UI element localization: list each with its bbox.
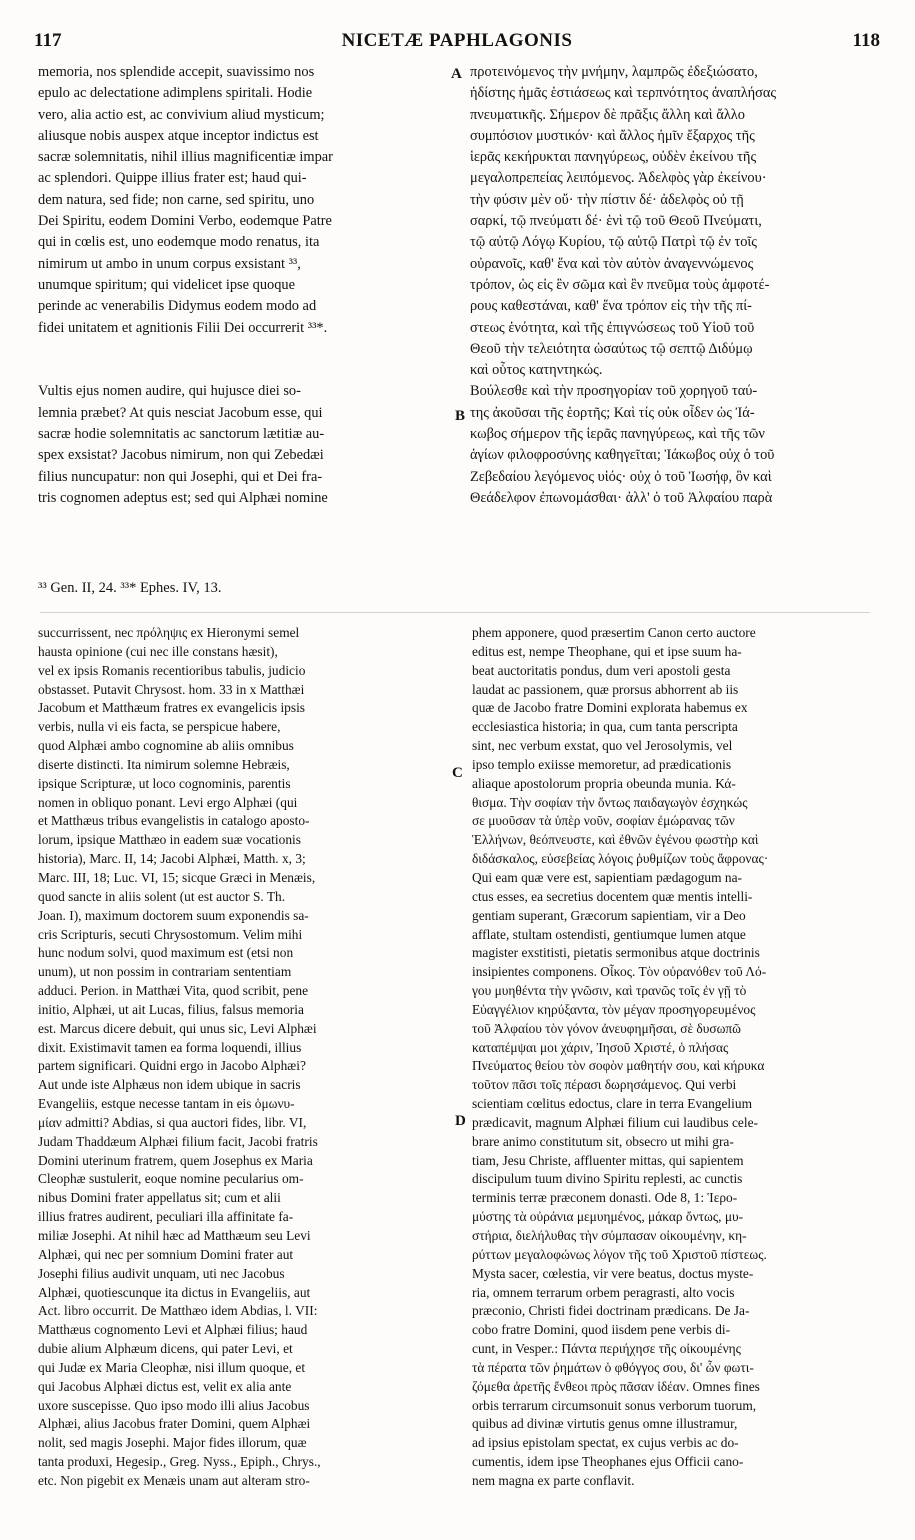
text-line: dubie alium Alphæum dicens, qui pater Levi, et <box>38 1341 293 1357</box>
text-line: beat auctoritatis pondus, dum veri apostoli gesta <box>472 662 731 678</box>
text-line: ρύττων μεγαλοφώνως λόγον τῆς τοῦ Χριστοῦ πίστεως. <box>472 1246 767 1262</box>
text-line: οὐρανοῖς, καθ' ἕνα καὶ τὸν αὐτὸν ἀναγεννώμενος <box>470 255 754 272</box>
text-line: Εὐαγγέλιον κηρύξαντα, τὸν μέγαν προσηγορευμένος <box>472 1001 756 1017</box>
page-header <box>34 30 880 56</box>
text-line: dixit. Existimavit tamen ea forma loquendi, illius <box>38 1039 302 1055</box>
footnote-divider <box>40 612 870 613</box>
margin-marker-b: B <box>455 408 466 424</box>
text-line: sacræ solemnitatis, nihil illius magnificentiæ impar <box>38 149 333 166</box>
text-line: Act. libro occurrit. De Matthæo idem Abdias, l. VII: <box>38 1303 318 1319</box>
text-line: ad ipsius epistolam spectat, ex cujus verbis ac do- <box>472 1435 739 1451</box>
lower-left-column <box>38 624 456 1491</box>
text-line: tris cognomen adeptus est; sed qui Alphæi nomine <box>38 489 328 506</box>
text-line: aliusque nobis auspex atque inceptor indictus est <box>38 127 319 144</box>
text-line: est. Marcus dicere debuit, qui unus sic, Levi Alphæi <box>38 1020 317 1036</box>
text-line: Alphæi, qui nec per somnium Domini frater aut <box>38 1246 294 1262</box>
text-line: uxore suscepisse. Quo ipso modo illi alius Jacobus <box>38 1397 310 1413</box>
text-line: illius fratres audirent, peculiari illa affinitate fa- <box>38 1209 294 1225</box>
margin-marker-a: A <box>451 66 462 82</box>
text-line: nimirum ut ambo in unum corpus exsistant ³³, <box>38 255 301 272</box>
text-line: μύστης τὰ οὐράνια μεμυημένος, μάκαρ ὄντως, μυ- <box>472 1209 744 1225</box>
text-line: quod sancte in aliis solent (ut est auctor S. Th. <box>38 888 286 904</box>
upper-left-column <box>38 62 456 509</box>
text-line: συμπόσιον μυστικόν· καὶ ἄλλος ἡμῖν ἔξαρχος τῆς <box>470 127 755 144</box>
page-number-left: 117 <box>34 30 62 51</box>
text-line: discipulum tuum divino Spiritu replesti, ac cunctis <box>472 1171 743 1187</box>
text-line: lemnia præbet? At quis nesciat Jacobum esse, qui <box>38 404 323 421</box>
text-line: initio, Alphæi, ut ait Lucas, filius, falsus memoria <box>38 1001 304 1017</box>
text-line: Vultis ejus nomen audire, qui hujusce diei so- <box>38 383 301 400</box>
text-line: πνευματικῆς. Σήμερον δὲ πρᾶξις ἄλλη καὶ ἄλλο <box>470 106 745 123</box>
text-line: Ζεβεδαίου λεγόμενος υἱός· οὐχ ὁ τοῦ Ἰωσήφ, ὃν καὶ <box>470 468 772 485</box>
text-line: aliaque apostolorum propria obeunda munia. Κά- <box>472 775 736 791</box>
text-line: ἡδίστης ἡμᾶς ἑστιάσεως καὶ τερπνότητος ἀναπλήσας <box>470 85 777 102</box>
text-line: μεγαλοπρεπείας λειπόμενος. Ἀδελφὸς γὰρ ἐκείνου· <box>470 170 767 187</box>
text-line: terminis terræ præconem donasti. Ode 8, 1: Ἱερο- <box>472 1190 738 1206</box>
text-line: gentiam superant, Græcorum sapientiam, vir a Deo <box>472 907 746 923</box>
text-line: adduci. Perion. in Matthæi Vita, quod scribit, pene <box>38 983 309 999</box>
text-line: nem magna ex parte conflavit. <box>472 1472 635 1488</box>
text-line: τοῦτον πᾶσι τοῖς πέρασι δωρησάμενος. Qui verbi <box>472 1077 737 1093</box>
text-line: Evangeliis, estque necesse tantam in eis ὁμωνυ- <box>38 1096 295 1112</box>
text-line: perinde ac venerabilis Didymus eodem modo ad <box>38 298 317 315</box>
margin-marker-d: D <box>455 1113 466 1129</box>
text-line: lorum, ipsique Matthæo in eadem suæ vocationis <box>38 832 301 848</box>
text-line: verbis, nulla vi eis facta, se perspicue habere, <box>38 719 281 735</box>
text-line: partem significari. Quidni ergo in Jacobo Alphæi? <box>38 1058 306 1074</box>
text-line: ac splendori. Quippe illius frater est; haud qui- <box>38 170 307 187</box>
text-line: Alphæi, alius Jacobus frater Domini, quem Alphæi <box>38 1416 311 1432</box>
text-line: καὶ οὗτος κατηντηκώς. <box>470 362 603 379</box>
text-line: τὴν φύσιν μὲν οὔ· τὴν πίστιν δέ· ἀδελφὸς οὐ τῇ <box>470 191 744 208</box>
text-line <box>38 339 456 360</box>
margin-marker-c: C <box>452 765 463 781</box>
text-line: et Matthæus tribus evangelistis in catalogo aposto- <box>38 813 310 829</box>
footnote: ³³ Gen. II, 24. ³³* Ephes. IV, 13. <box>38 580 222 596</box>
text-line: miliæ Josephi. At nihil hæc ad Matthæum seu Levi <box>38 1228 311 1243</box>
text-line: epulo ac delectatione adimplens spiritali. Hodie <box>38 85 313 102</box>
text-line: Judam Thaddæum Alphæi filium facit, Jacobi fratris <box>38 1133 318 1149</box>
text-line: σε μυοῦσαν τὰ ὑπὲρ νοῦν, σοφίαν ἐμώρανας τῶν <box>472 813 735 829</box>
text-line: unumque spiritum; qui videlicet ipse quoque <box>38 276 295 293</box>
text-line: qui in cœlis est, uno eodemque modo renatus, ita <box>38 234 320 251</box>
text-line: afflate, stultam ostendisti, gentiumque lumen atque <box>472 926 746 942</box>
text-line: cumentis, idem ipse Theophanes ejus Officii cano- <box>472 1454 744 1470</box>
text-line: κωβος σήμερον τῆς ἱερᾶς πανηγύρεως, καὶ τῆς τῶν <box>470 426 765 443</box>
text-line: ecclesiastica historia; in qua, cum tanta perscripta <box>472 719 738 735</box>
text-line: Θεοῦ τὴν τελειότητα ὡσαύτως τῷ σεπτῷ Διδύμῳ <box>470 340 753 357</box>
text-line: διδάσκαλος, εὐσεβείας λόγοις ῥυθμίζων τοὺς ἄφρονας· <box>472 851 769 867</box>
text-line: filius nuncupatur: non qui Josephi, qui et Dei fra- <box>38 468 323 485</box>
text-line: στεως ἑνότητα, καὶ τῆς ἐπιγνώσεως τοῦ Υἱοῦ τοῦ <box>470 319 755 336</box>
text-line: ἁγίων φιλοφροσύνης καθηγεῖται; Ἰάκωβος οὐχ ὁ τοῦ <box>470 447 775 464</box>
text-line: σαρκί, τῷ πνεύματι δέ· ἑνὶ τῷ τοῦ Θεοῦ Πνεύματι, <box>470 213 762 230</box>
text-line: spex exsistat? Jacobus nimirum, non qui Zebedæi <box>38 447 324 464</box>
text-line: τρόπον, ὡς εἰς ἓν σῶμα καὶ ἓν πνεῦμα τοὺς ἀμφοτέ- <box>470 276 770 293</box>
text-line: ζόμεθα ἀρετῆς ἔνθεοι πρὸς πᾶσαν ἰδέαν. Omnes fines <box>472 1378 760 1394</box>
text-line: dem natura, sed fide; non carne, sed spiritu, uno <box>38 191 315 208</box>
text-line: laudat ac passionem, quæ prorsus abhorrent ab iis <box>472 681 739 697</box>
text-line: nibus Domini frater appellatus sit; cum et alii <box>38 1190 281 1206</box>
text-line: quæ de Jacobo fratre Domini explorata habemus ex <box>472 700 748 716</box>
text-line: diserte distincti. Ita nimirum solemne Hebræis, <box>38 756 290 772</box>
text-line: στήρια, διελήλυθας τὴν σύμπασαν οἰκουμένην, κη- <box>472 1228 747 1243</box>
text-line: succurrissent, nec πρόληψις ex Hieronymi semel <box>38 625 300 640</box>
text-line: hausta opinione (cui nec ille constans hæsit), <box>38 643 278 659</box>
text-line: Πνεύματος θείου τὸν σοφὸν μαθητήν σου, καὶ κήρυκα <box>472 1058 765 1074</box>
text-line: phem apponere, quod præsertim Canon certo auctore <box>472 625 756 640</box>
text-line: Θεάδελφον ἐπωνομάσθαι· ἀλλ' ὁ τοῦ Ἀλφαίου παρὰ <box>470 489 773 506</box>
running-title: NICETÆ PAPHLAGONIS <box>341 30 573 51</box>
text-line: Domini uterinum fratrem, quem Josephus ex Maria <box>38 1152 313 1168</box>
text-line: cobo fratre Domini, quod iisdem pene verbis di- <box>472 1322 731 1338</box>
text-line: fidei unitatem et agnitionis Filii Dei occurrerit ³³*. <box>38 319 328 336</box>
text-line: Matthæus cognomento Levi et Alphæi filius; haud <box>38 1322 308 1338</box>
text-line: ἱερᾶς κεκήρυκται πανηγύρεως, οὐδὲν ἐκείνου τῆς <box>470 149 757 166</box>
text-line: Qui eam quæ vere est, sapientiam pædagogum na- <box>472 869 742 885</box>
text-line: qui Jacobus Alphæi dictus est, velit ex alia ante <box>38 1378 292 1394</box>
text-line: quibus ad divinæ virtutis genus omne illustramur, <box>472 1416 738 1432</box>
upper-right-column <box>470 62 880 509</box>
text-line: nolit, sed magis Josephi. Major fides illorum, quæ <box>38 1435 307 1451</box>
text-line: προτεινόμενος τὴν μνήμην, λαμπρῶς ἐδεξιώσατο, <box>470 64 758 80</box>
text-line: qui Judæ ex Maria Cleophæ, nisi illum quoque, et <box>38 1359 306 1375</box>
text-line: cris Scripturis, secuti Chrysostomum. Velim mihi <box>38 926 303 942</box>
text-line: cunt, in Vesper.: Πάντα περιήχησε τῆς οἰκουμένης <box>472 1341 741 1357</box>
text-line: καταπέμψαι μοι χάριν, Ἰησοῦ Χριστέ, ὁ πλήσας <box>472 1039 729 1055</box>
text-line: tanta produxi, Hegesip., Greg. Nyss., Epiph., Chrys., <box>38 1454 321 1470</box>
text-line: ipsique Scripturæ, ut loco cognominis, parentis <box>38 775 291 791</box>
text-line: Josephi filius audivit unquam, uti nec Jacobus <box>38 1265 285 1281</box>
text-line: Cleophæ sustulerit, eoque nomine pecularius om- <box>38 1171 304 1187</box>
text-line: τοῦ Ἀλφαίου τὸν γόνον ἀνευφημῆσαι, σὲ δυσωπῶ <box>472 1020 741 1036</box>
text-line: etc. Non pigebit ex Menæis unam aut alteram stro- <box>38 1472 310 1488</box>
page-number-right: 118 <box>852 30 880 51</box>
text-line: historia), Marc. II, 14; Jacobi Alphæi, Matth. x, 3; <box>38 851 306 867</box>
text-line: tiam, Jesu Christe, affluenter mittas, qui sapientem <box>472 1152 744 1168</box>
text-line: nomen in obliquo ponant. Levi ergo Alphæi (qui <box>38 794 298 810</box>
text-line: memoria, nos splendide accepit, suavissimo nos <box>38 64 315 80</box>
text-line: Aut unde iste Alphæus non idem ubique in sacris <box>38 1077 301 1093</box>
text-line: obstasset. Putavit Chrysost. hom. 33 in x Matthæi <box>38 681 305 697</box>
text-line: ρους καθεστάναι, καθ' ἕνα τρόπον εἰς τὴν τῆς πί- <box>470 298 752 315</box>
text-line: scientiam cœlitus edoctus, clare in terra Evangelium <box>472 1096 752 1112</box>
text-line: Alphæi, quotiescunque ita dictus in Evangeliis, aut <box>38 1284 311 1300</box>
text-line: Marc. III, 18; Luc. VI, 15; sicque Græci in Menæis, <box>38 869 316 885</box>
text-line: insipientes componens. Οἶκος. Τὸν οὐρανόθεν τοῦ Λό- <box>472 964 767 980</box>
text-line: editus est, nempe Theophane, qui et ipse suum ha- <box>472 643 742 659</box>
text-line: quod Alphæi ambo cognomine ab aliis omnibus <box>38 738 294 754</box>
text-line: Ἑλλήνων, θεόπνευστε, καὶ ἐθνῶν ἐγένου φωστὴρ καὶ <box>472 832 759 848</box>
text-line: ria, omnem terrarum orbem peragrasti, alto vocis <box>472 1284 735 1300</box>
text-line: vel ex ipsis Romanis recentioribus tabulis, judicio <box>38 662 306 678</box>
text-line: vero, alia actio est, ac convivium aliud mysticum; <box>38 106 325 123</box>
text-line: τὰ πέρατα τῶν ῥημάτων ὁ φθόγγος σου, δι' ὧν φωτι- <box>472 1359 754 1375</box>
text-line: unum), ut non possim in contrariam sententiam <box>38 964 292 980</box>
text-line: της ἀκοῦσαι τῆς ἑορτῆς; Καὶ τίς οὐκ οἶδεν ὡς Ἰά- <box>470 404 755 421</box>
text-line: ctus esses, ea secretius docentem quæ mentis intelli- <box>472 888 753 904</box>
text-line: magister exstitisti, pietatis sermonibus atque doctrinis <box>472 945 760 961</box>
text-line: θισμα. Τὴν σοφίαν τὴν ὄντως παιδαγωγὸν ἐσχηκώς <box>472 794 748 810</box>
text-line: Dei Spiritu, eodem Domini Verbo, eodemque Patre <box>38 213 332 230</box>
text-line: Βούλεσθε καὶ τὴν προσηγορίαν τοῦ χορηγοῦ ταύ- <box>470 383 758 400</box>
text-line: præconio, Christi fidei doctrinam prædicans. De Ja- <box>472 1303 750 1319</box>
text-line: sacræ hodie solemnitatis ac sanctorum lætitiæ au- <box>38 426 325 443</box>
text-line: brare animo constitutum sit, obsecro ut mihi gra- <box>472 1133 734 1149</box>
text-line: Jacobum et Matthæum fratres ex evangelicis ipsis <box>38 700 306 716</box>
text-line: Mysta sacer, cœlestia, vir vere beatus, doctus myste- <box>472 1265 754 1281</box>
text-line: Joan. I), maximum doctorem suum exponendis sa- <box>38 907 309 923</box>
lower-right-column <box>472 624 882 1491</box>
text-line: sint, nec verbum exstat, quo vel Jerosolymis, vel <box>472 738 733 754</box>
text-line: μίαν admitti? Abdias, si qua auctori fides, libr. VI, <box>38 1114 307 1130</box>
text-line: hunc nodum solvi, quod maximum est (etsi non <box>38 945 294 961</box>
text-line: ipso templo exiisse memoretur, ad prædicationis <box>472 756 732 772</box>
text-line: prædicavit, magnum Alphæi filium cui laudibus cele- <box>472 1114 758 1130</box>
text-line: γου μυηθέντα τὴν γνῶσιν, καὶ τρανῶς τοῖς ἐν γῇ τὸ <box>472 983 747 999</box>
text-line: τῷ αὐτῷ Λόγῳ Κυρίου, τῷ αὐτῷ Πατρὶ τῷ ἐν τοῖς <box>470 234 758 251</box>
text-line: orbis terrarum circumsonuit sonus verborum tuorum, <box>472 1397 757 1413</box>
text-line <box>38 360 456 381</box>
